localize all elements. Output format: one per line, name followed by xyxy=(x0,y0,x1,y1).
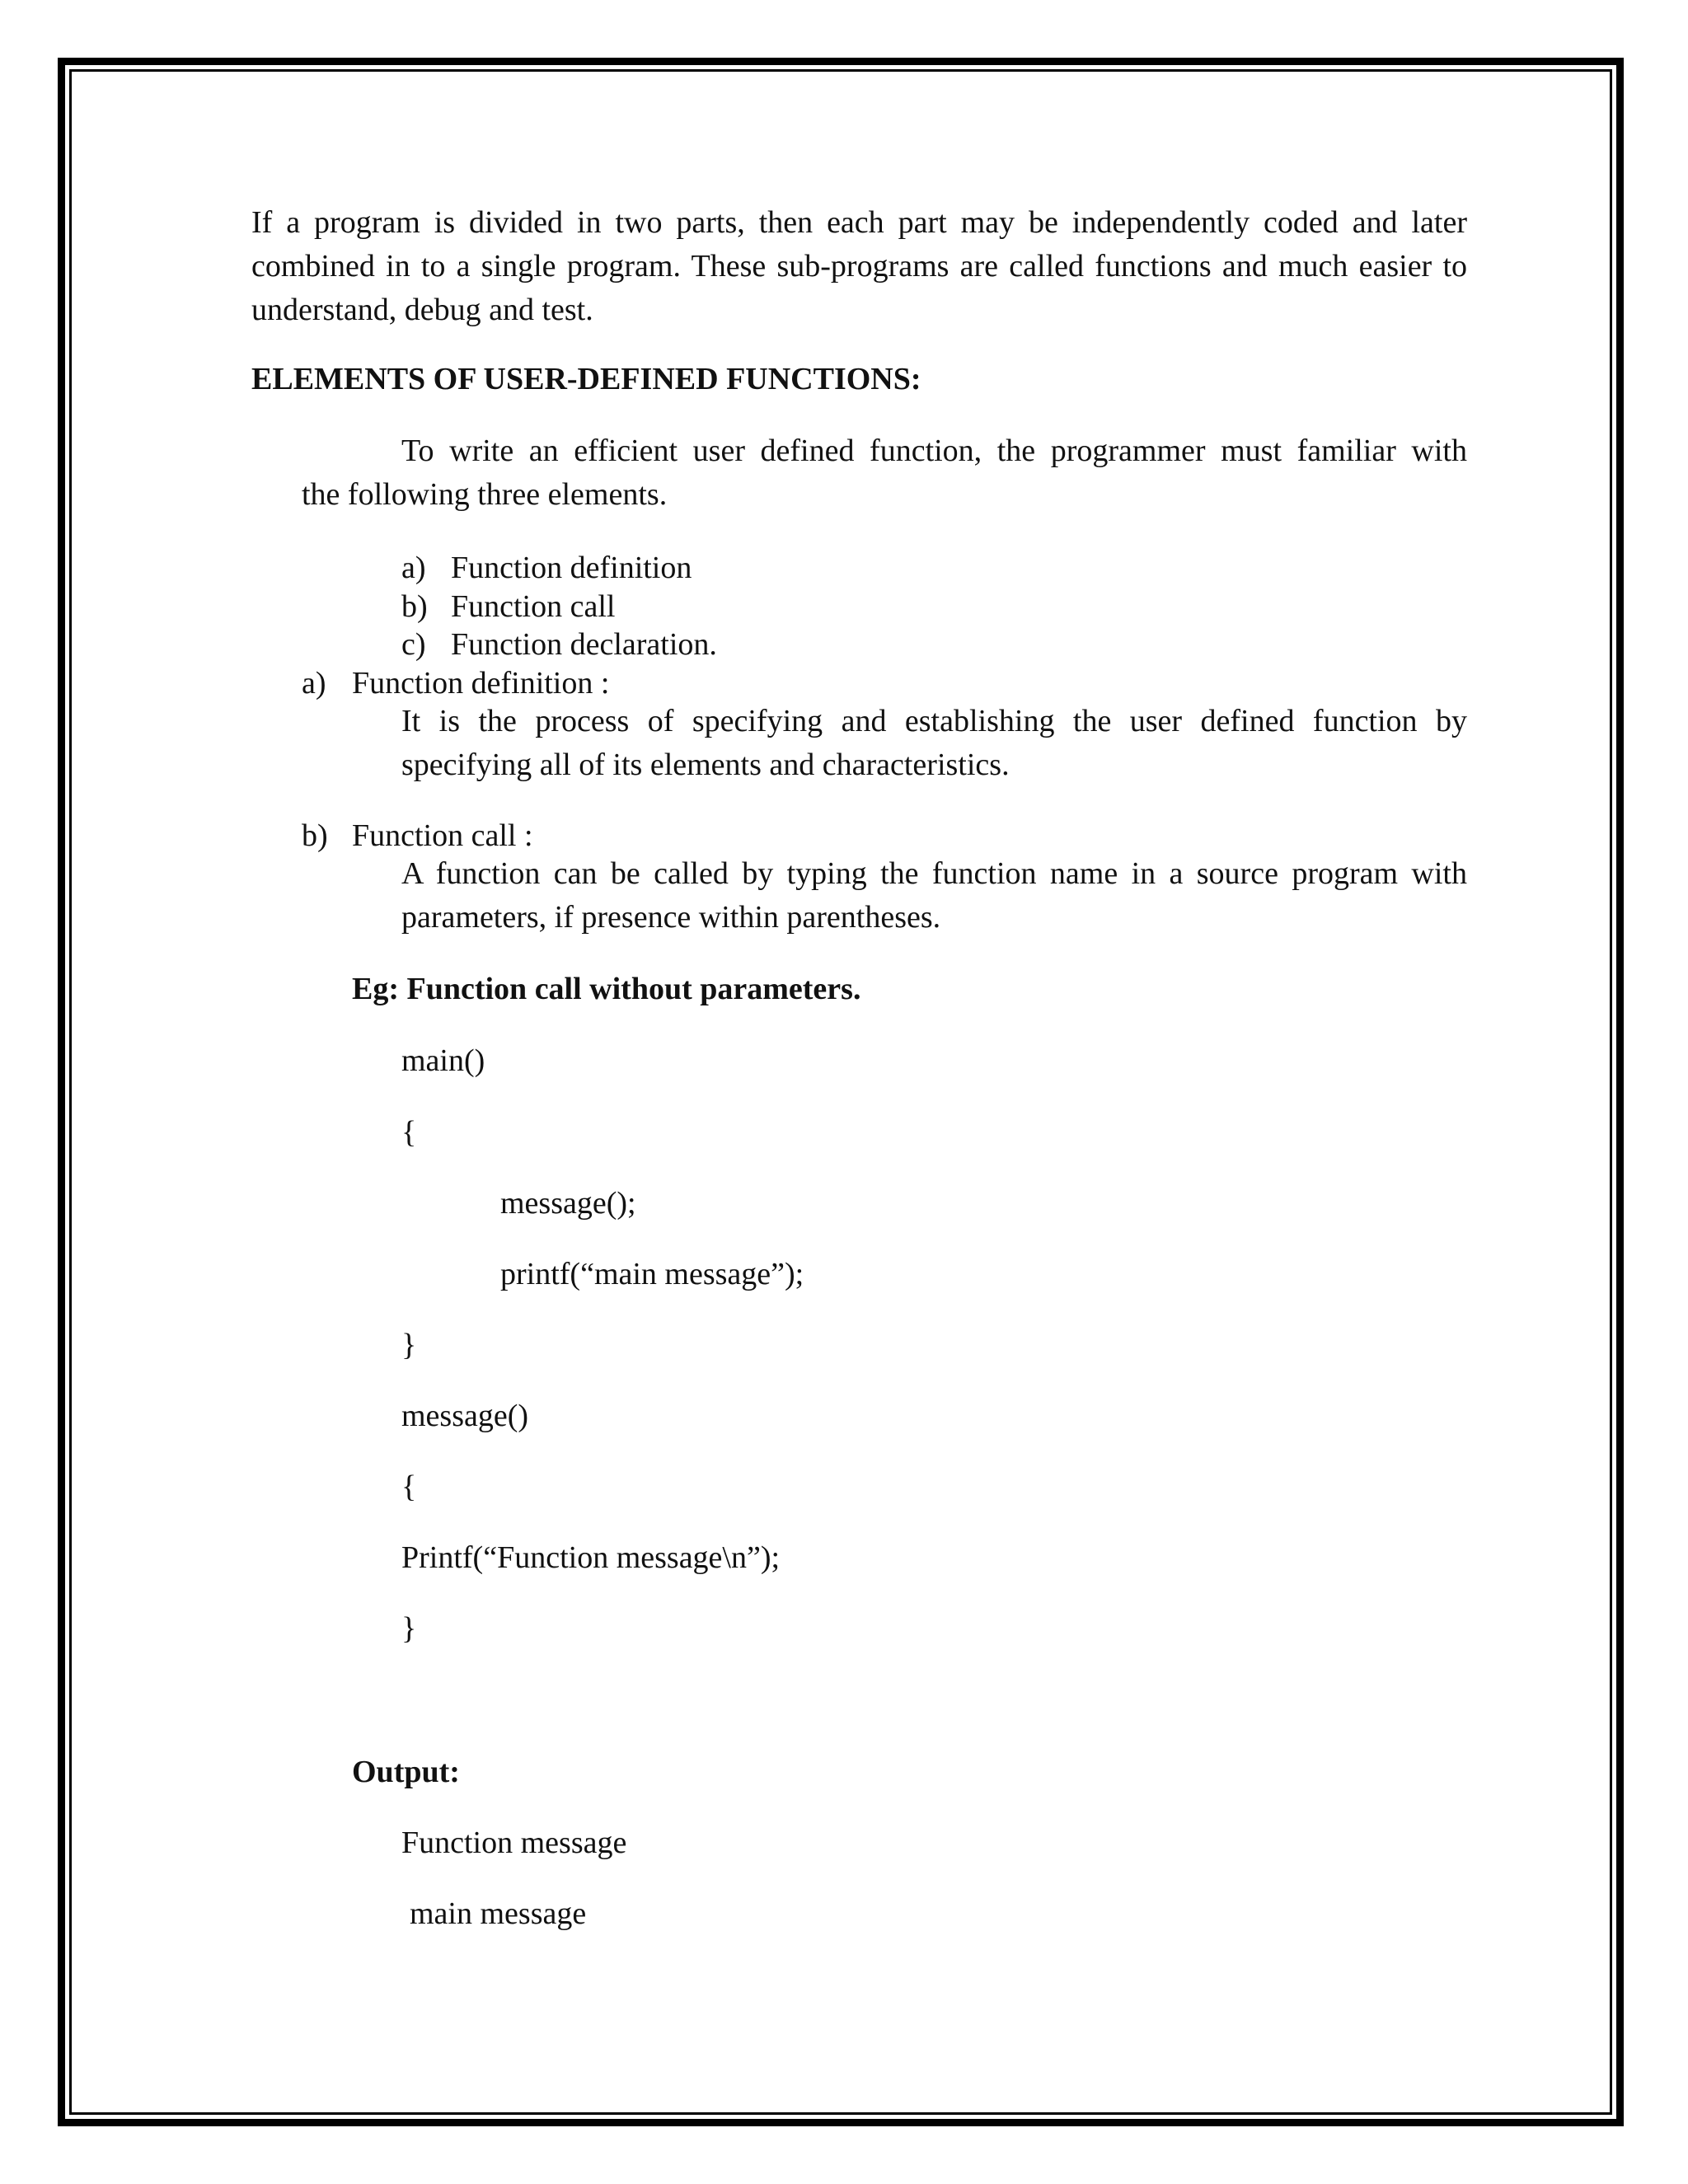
section-marker: a) xyxy=(302,666,326,701)
list-item: Function call xyxy=(451,589,616,624)
code-line: { xyxy=(401,1469,417,1504)
section-marker: b) xyxy=(302,818,328,853)
output-line: Function message xyxy=(401,1825,627,1860)
code-line: Printf(“Function message\n”); xyxy=(401,1540,781,1575)
code-line: { xyxy=(401,1115,417,1150)
code-line: printf(“main message”); xyxy=(500,1257,804,1291)
code-line: message(); xyxy=(500,1186,636,1221)
list-marker: a) xyxy=(401,551,426,585)
section-body: A function can be called by typing the function name in a source program with parameters, if presence within parentheses. xyxy=(401,856,1467,935)
list-marker: b) xyxy=(401,589,428,624)
output-line: main message xyxy=(410,1896,587,1931)
code-line: } xyxy=(401,1328,417,1362)
code-line: message() xyxy=(401,1399,529,1433)
elements-intro-line2: the following three elements. xyxy=(302,477,668,512)
section-title: Function call : xyxy=(352,818,533,853)
section-heading: ELEMENTS OF USER-DEFINED FUNCTIONS: xyxy=(251,362,921,396)
elements-intro-line1: To write an efficient user defined function, the programmer must familiar with xyxy=(401,434,1467,468)
section-title: Function definition : xyxy=(352,666,610,701)
list-marker: c) xyxy=(401,627,426,662)
code-line: } xyxy=(401,1611,417,1646)
example-title: Eg: Function call without parameters. xyxy=(352,972,861,1006)
output-label: Output: xyxy=(352,1755,460,1789)
code-line: main() xyxy=(401,1043,485,1078)
list-item: Function definition xyxy=(451,551,692,585)
intro-paragraph: If a program is divided in two parts, then each part may be independently coded and later combined in to a single program. These sub-programs are called functions and much easier to understand, debug and test. xyxy=(251,205,1467,327)
list-item: Function declaration. xyxy=(451,627,717,662)
section-body: It is the process of specifying and establishing the user defined function by specifying all of its elements and characteristics. xyxy=(401,704,1467,782)
